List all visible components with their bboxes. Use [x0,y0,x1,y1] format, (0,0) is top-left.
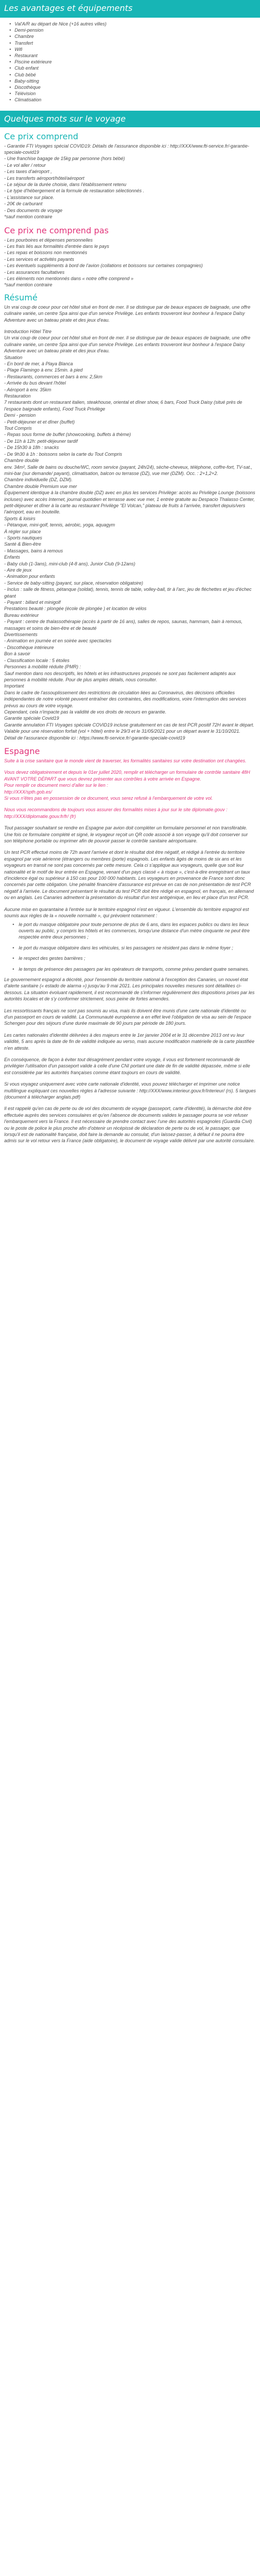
spain-id-validity: Les cartes nationales d'identité délivrées à des majeurs entre le 1er janvier 2004 et le 31 décembre 2013 ont vu leur validité, 5 ans après la date de fin de validité indiquée au verso, mais aucune modification matérielle de la carte plastifiée n'en atteste. [4,1032,255,1051]
includes-title: Ce prix comprend [4,131,79,141]
summary-title: Résumé [4,292,38,302]
equipment-item: • Transfert [15,40,260,46]
spain-visa: Les ressortissants français ne sont pas soumis au visa, mais ils doivent être munis d'une carte nationale d'identité ou d'un passeport en cours de validité. La Communauté européenne a en effet levé l'obligation de visa au sein de l'espace Schengen pour des séjours d'une durée maximale de 90 jours par période de 180 jours. [4,1008,251,1026]
spain-multilingual-notice: Si vous voyagez uniquement avec votre carte nationale d'identité, vous pouvez télécharger et imprimer une notice multilingue expliquant ces nouvelles règles à l'adresse suivante : http://XXX/www.interieur.gouv.fr/Interieur/ (rs). 5 langues (document à télécharger anglais.pdf) [4,1081,256,1100]
trip-banner: Quelques mots sur le voyage [0,111,260,127]
spain-diplomatie-note: Nous vous recommandons de toujours vous assurer des formalités mises à jour sur le site diplomatie.gouv : http://XXX/diplomatie.gouv.fr/fr/ (fr) [4,807,228,819]
summary-intro: Un vrai coup de coeur pour cet hôtel situé en front de mer. Il se distingue par de beaux espaces de baignade, une offre culinaire variée, un centre Spa ainsi que d'un service Privilège. Les enfants trouveront leur bonheur à l'espace Dalsy Adventure avec un bateau pirate et des jeux d'eau. [4,304,251,323]
spain-normality: Aucune mise en quarantaine à l'entrée sur le territoire espagnol n'est en vigueur. L'ensemble du territoire espagnol est soumis aux règles de la « nouvelle normalité », qui prévoient notamment : [4,906,249,919]
list-item: • le port du masque obligatoire pour toute personne de plus de 6 ans, dans les espaces publics ou dans les lieux ouverts au public, y compris les hôtels et les commerces, lorsqu'une distance d'un mètre cinquante ne peut être respectée entre deux personnes ; [19,921,252,941]
equipment-banner: Les avantages et équipements [0,0,260,18]
spain-lost-documents: Il est rappelé qu'en cas de perte ou de vol des documents de voyage (passeport, carte d'identité), la démarche doit être effectuée auprès des services consulaires et qu'en l'absence de documents valides le passager pourra se voir refuser l'embarquement vers la France. Il est nécessaire de prendre contact avec l'une des autorités espagnoles (Guardia Civil) ou le poste de police le plus proche afin d'obtenir un récépissé de déclaration de perte ou de vol, le passager, que lorsqu'il est de nationalité française, doit faire la demande au consulat, d'un laissez-passer, à défaut il ne pourra être admis sur le vol retour vers la France (aide obligatoire), le document de voyage valide délivré par une autorité consulaire. [4,1106,255,1144]
list-item: • le respect des gestes barrières ; [19,955,252,961]
spain-passport-advice: En conséquence, de façon à éviter tout désagrément pendant votre voyage, il vous est fortement recommandé de privilégier l'utilisation d'un passeport valide à celle d'une CNI portant une date de fin de validité dépassée, même si elle est considérée par les autorités françaises comme étant toujours en cours de validité. [4,1057,250,1075]
list-item: • le temps de présence des passagers par les opérateurs de transports, comme prévu pendant quatre semaines. [19,966,252,972]
equipment-item: • Chambre [15,33,260,39]
equipment-item: • Climatisation [15,97,260,103]
equipment-item: • Club bébé [15,72,260,78]
equipment-item: • Wifi [15,46,260,52]
equipment-item: • Baby-sitting [15,78,260,84]
equipment-item: • Val'A/R au départ de Nice (+16 autres villes) [15,21,260,27]
excludes-body: - Les pourboires et dépenses personnelles - Les frais liés aux formalités d'entrée dans le pays - Les repas et boissons non mentionnés - Les services et activités payants - Les éventuels suppléments à bord de l'avion (collations et boissons sur certaines compagnies) - Les assurances facultatives - Les éléments non mentionnés dans « notre offre comprend » *sauf mention contraire [4,237,203,288]
spain-rules-list [4,921,256,972]
includes-body: - Garantie FTI Voyages spécial COVID19: Détails de l'assurance disponible ici : http://XXX/www.fti-service.fr/-garantie-speciale-covid19 - Une franchise bagage de 15kg par personne (hors bébé) - Le vol aller / retour - Les taxes d'aéroport , - Les transferts aéroport/hôtel/aéroport - Le séjour de la durée choisie, dans l'établissement retenu - Le type d'hébergement et la formule de restauration sélectionnés . - L'assistance sur place. - 20€ de carburant - Des documents de voyage *sauf mention contraire [4,143,250,220]
equipment-item: • Demi-pension [15,27,260,33]
equipment-item: • Restaurant [15,52,260,59]
spain-pcr-test: Un test PCR effectué moins de 72h avant l'arrivée et dont le résultat doit être négatif, et rédigé à l'entrée du territoire espagnol par voie aérienne (étrangers ou membres (porte) espagnols. Les enfants âgés de moins de six ans et les voyageurs en transit ne sont pas concernés par cette mesure. Cela ci s'applique aux voyageurs, quelle que soit leur nationalité et le motif de leur entrée en Espagne, venant d'un pays classé « à risque », c'est-à-dire enregistrant un taux d'incidence égal ou supérieur à 150 cas pour 100 000 habitants. Les voyageurs en provenance de France sont donc concernés par cette obligation. Une pénalité financière d'assurance est prévue en cas de non présentation de test PCR négatif à l'arrivée. Le document présentant le résultat du test PCR doit être rédigé en espagnol, en français, en allemand ou en anglais. Les Canaries admettent la présentation du résultat d'un test antigénique, en lieu et place d'un test PCR. [4,850,254,901]
spain-formalities-note: Suite à la crise sanitaire que le monde vient de traverser, les formalités sanitaires sur votre destination ont changées. [4,758,246,763]
spain-health-form: Vous devez obligatoirement et depuis le 01er juillet 2020, remplir et télécharger un formulaire de contrôle sanitaire 48H AVANT VOTRE DÉPART que vous devrez présenter aux contrôles à votre arrivée en Espagne. Pour remplir ce document merci d'aller sur le lien : http://XXX/spth.gob.es/ Si vous n'êtes pas en possession de ce document, vous serez refusé à l'embarquement de votre vol. [4,770,250,801]
spain-alert-state: Le gouvernement espagnol a décrété, pour l'ensemble du territoire national à l'exception des Canaries, un nouvel état d'alerte sanitaire (« estado de alarma ») jusqu'au 9 mai 2021. Les principales nouvelles mesures sont détaillées ci-dessous. La situation évoluant rapidement, il est recommandé de s'informer régulièrement des dispositions prises par les autorités locales et de s'y conformer strictement, sous peine de fortes amendes. [4,976,255,1002]
spain-qr-form: Tout passager souhaitant se rendre en Espagne par avion doit compléter un formulaire personnel et non transférable. Une fois ce formulaire complété et signé, le voyageur reçoit un QR code associé à son voyage qu'il doit conserver sur son téléphone portable ou imprimer afin de pouvoir passer le contrôle sanitaire aéroportuaire. [4,825,248,844]
equipment-item: • Club enfant [15,65,260,71]
trip-details [0,131,260,1144]
spain-title: Espagne [4,746,40,756]
equipment-list [0,21,260,103]
equipment-item: • Piscine extérieure [15,59,260,65]
equipment-item: • Télévision [15,90,260,97]
hotel-description: Introduction Hôtel Titre Un vrai coup de coeur pour cet hôtel situé en front de mer. Il se distingue par de beaux espaces de baignade, une offre culinaire variée, un centre Spa ainsi que d'un service Privilège. Les enfants trouveront leur bonheur à l'espace Daisy Adventure avec un bateau pirate et des jeux d'eau. Situation - En bord de mer, à Playa Blanca - Plage Flamingo à env. 15min. à pied - Restaurants, commerces et bars à env. 2,5km - Arrivée du bus devant l'hôtel - Aéroport à env. 35km Restauration 7 restaurants dont un restaurant italien, steakhouse, oriental et dîner show, 6 bars, Food Truck Daisy (situé près de l'espace baignade enfants), Food Truck Privilège Demi - pension - Petit-déjeuner et et dîner (buffet) Tout Compris - Repas sous forme de buffet (showcooking, buffets à thème) - De 11h à 12h: petit-déjeuner tardif - De 15h30 à 18h : snacks - De 9h30 à 1h : boissons selon la carte du Tout Compris Chambre double env. 34m², Salle de bains ou douche/WC, room service (payant, 24h/24), sèche-cheveux, téléphone, coffre-fort, TV-sat., mini-bar (sur demande/ payant), climatisation, balcon ou terrasse (DZ), vue mer (DZM). Occ. : 2+1,2+2. Chambre individuelle (DZ, DZM). Chambre double Premium vue mer Équipement identique à la chambre double (DZ) avec en plus les services Privilège: accès au Privilège Lounge (boissons incluses) avec accès Internet, journal quotidien et terrasse avec vue mer, 1 entrée gratuite au Despacio Thalasso Center, petit-déjeuner et dîner à la carte au restaurant Privilège "El Volcan," plateau de fruits à l'arrivée, transfert depuis/vers l'aéroport, eau en bouteille. Sports & loisirs - Pétanque, mini-golf, tennis, aérobic, yoga, aquagym À régler sur place - Sports nautiques Santé & Bien-être - Massages, bains à remous Enfants - Baby club (1-3ans), mini-club (4-8 ans), Junior Club (9-12ans) - Aire de jeux - Animation pour enfants - Service de baby-sitting (payant, sur place, réservation obligatoire) - Inclus : salle de fitness, pétanque (soldat), tennis, tennis de table, volley-ball, tir à l'arc, jeu de fléchettes et jeu d'échec géant - Payant : billard et minigolf Prestations beauté : plongée (école de plongée ) et location de vélos Bureau extérieur - Payant : centre de thalassothérapie (accès à partir de 16 ans), salles de repos, saunas, hammam, bain à remous, massages et soins de bien-être et de beauté Divertissements - Animation en journée et en soirée avec spectacles - Discothèque intérieure Bon à savoir - Classification locale : 5 étoiles Personnes à mobilité réduite (PMR) : Sauf mention dans nos descriptifs, les hôtels et les infrastructures proposés ne sont pas facilement adaptés aux personnes à mobilité réduite. Pour de plus amples détails, nous consulter. Important Dans le cadre de l'assouplissement des restrictions de circulation liées au Coronavirus, des décisions officielles indépendantes de notre volonté peuvent entraîner des contraintes, des modifications, voire l'interruption des services prévus au cours de votre voyage. Cependant, cela n'impacte pas la validité de vos droits de recours en garantie. Garantie spéciale Covid19 Garantie annulation FTI Voyages spéciale COVID19 incluse gratuitement en cas de test PCR positif 72H avant le départ. Valable pour une réservation forfait (vol + hôtel) entre le 29/3 et le 31/05/2021 pour un départ avant le 31/10/2021. Détail de l'assurance disponible ici : https://www.fti-service.fr/-garantie-speciale-covid19 [4,328,255,741]
list-item: • le port du masque obligatoire dans les véhicules, si les passagers ne résident pas dans le même foyer ; [19,945,252,951]
excludes-title: Ce prix ne comprend pas [4,225,109,235]
equipment-item: • Discothèque [15,84,260,90]
